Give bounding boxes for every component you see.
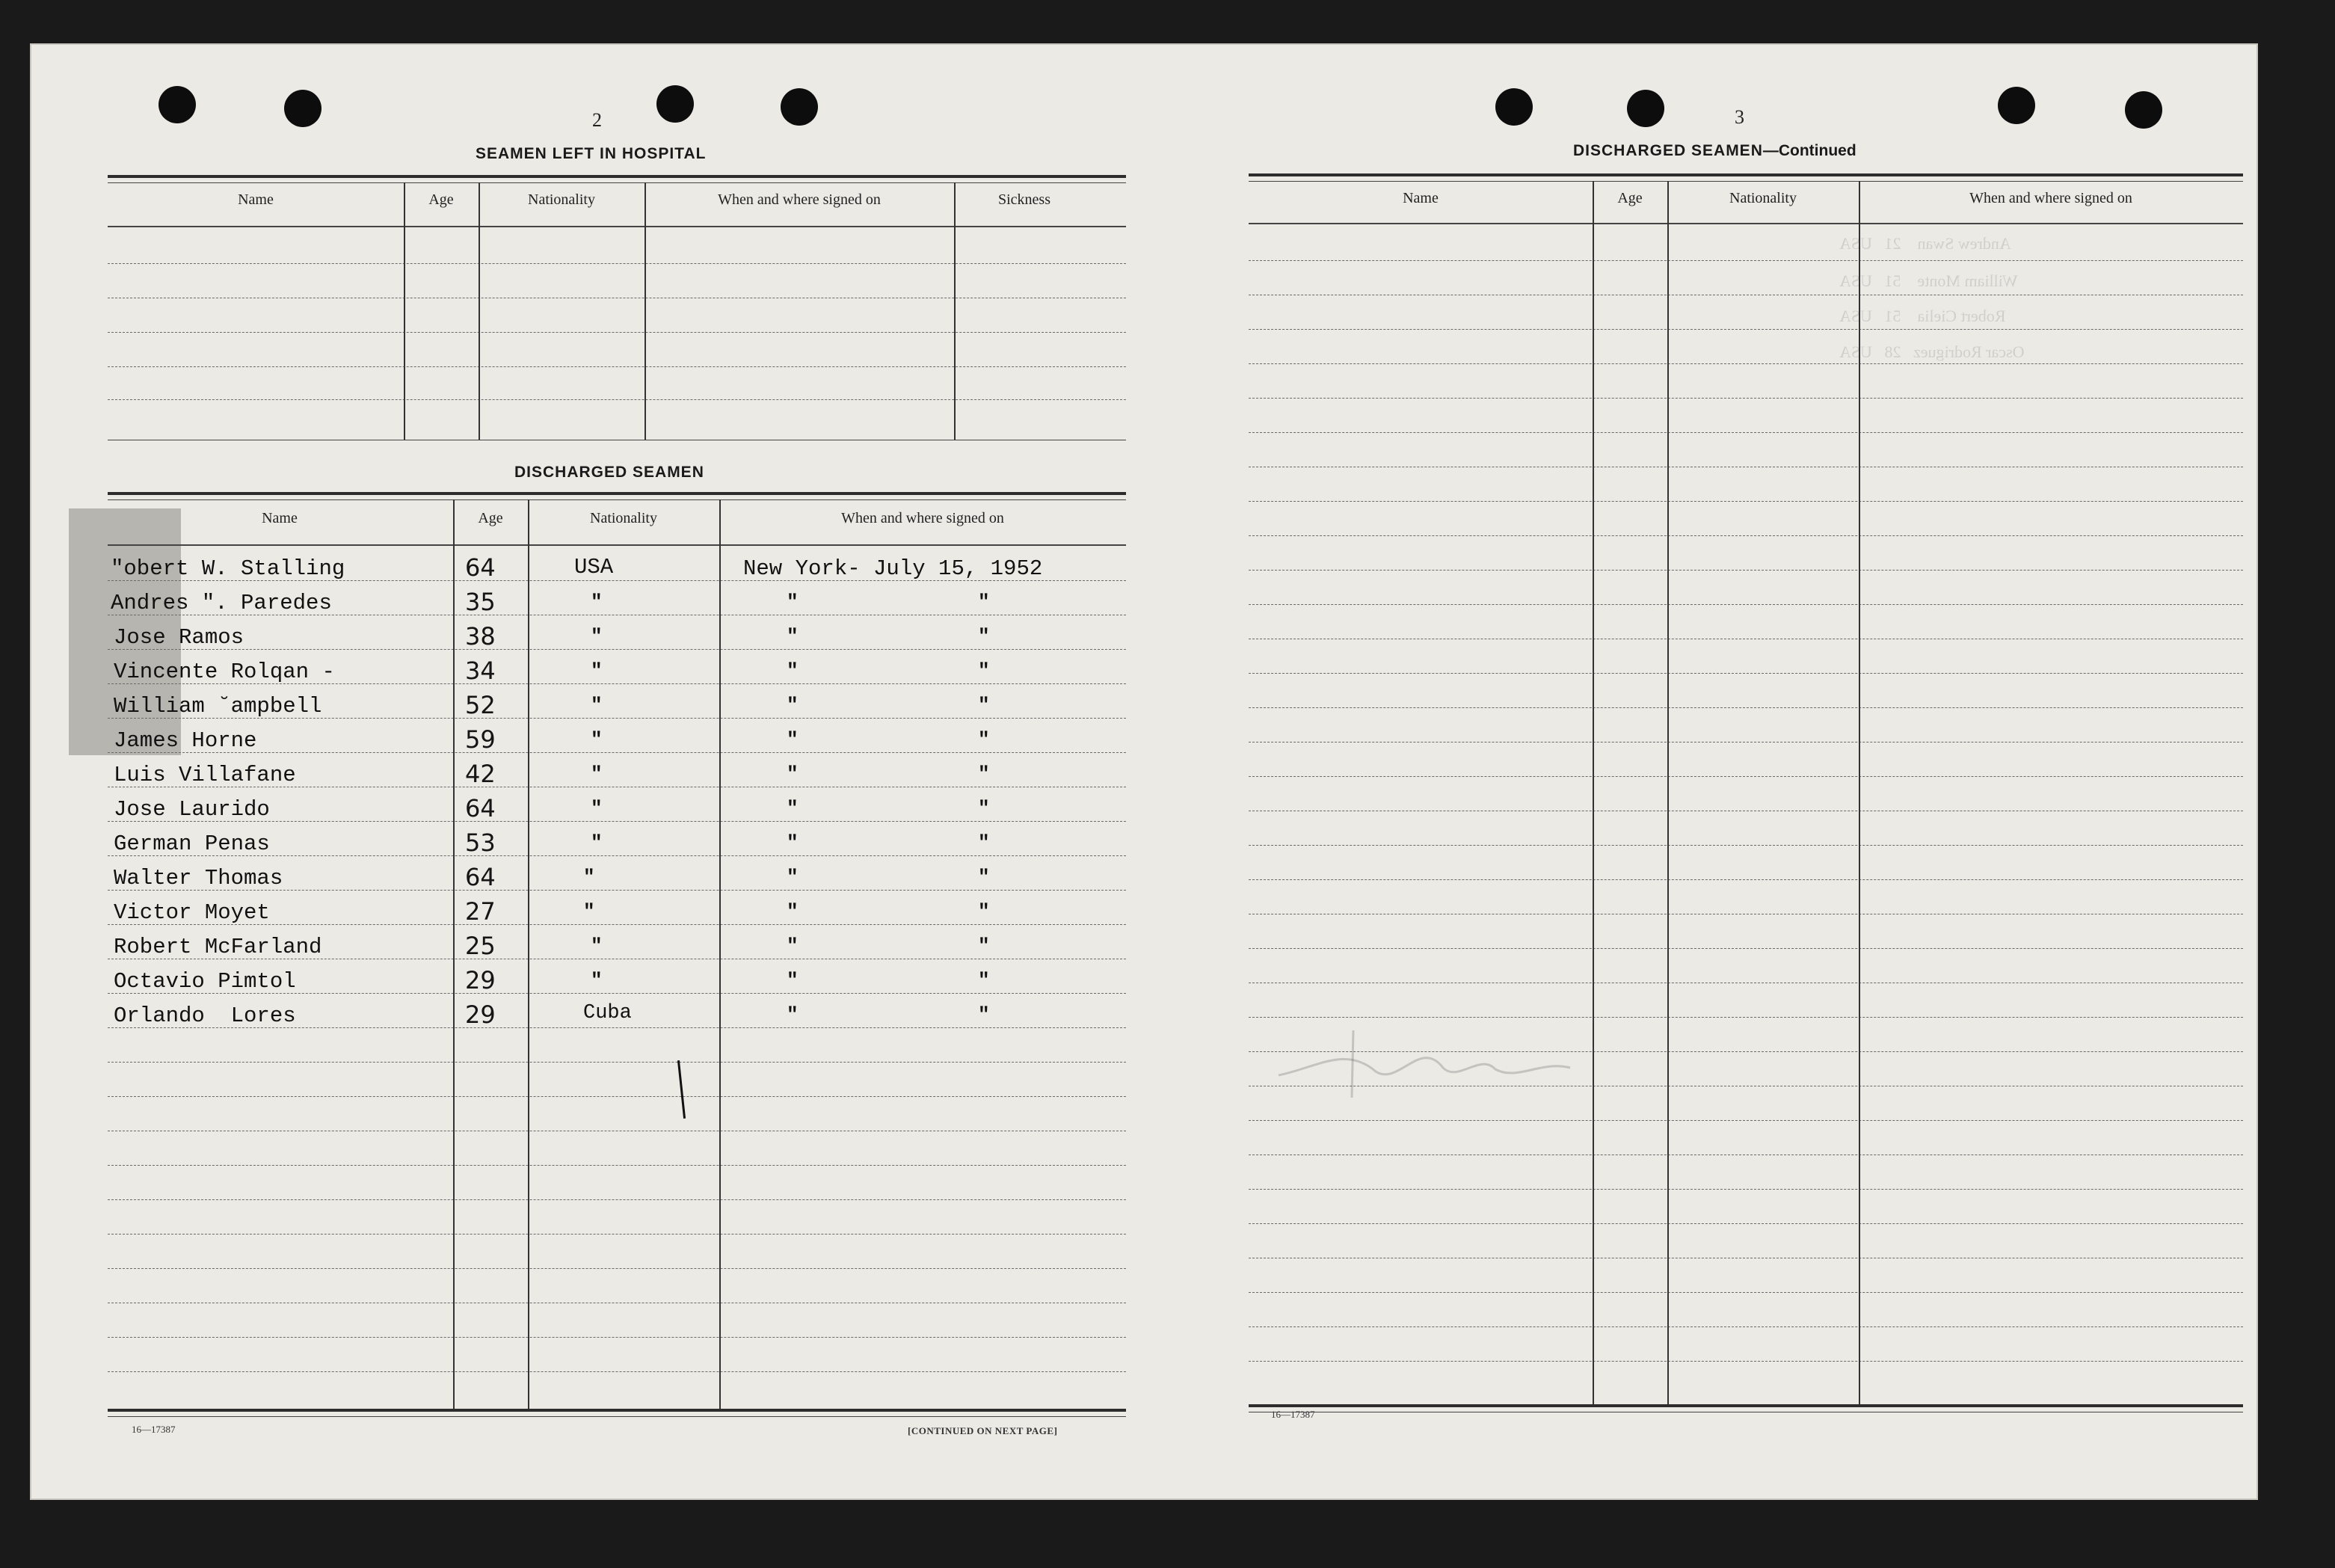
right-col-nationality: Nationality [1729, 190, 1797, 206]
row-11-nationality: " [591, 935, 603, 957]
row-3-name: Vincente Rolqan - [114, 660, 335, 684]
row-rule [1249, 604, 2243, 605]
col-divider [1593, 181, 1594, 1406]
row-rule [108, 1096, 1126, 1097]
hospital-col-signed-on: When and where signed on [718, 191, 881, 208]
rule [108, 1416, 1126, 1417]
row-12-age: 29 [465, 966, 496, 994]
row-12-nationality: " [591, 969, 603, 991]
form-number-right: 16—17387 [1271, 1409, 1315, 1420]
hospital-col-nationality: Nationality [528, 191, 595, 208]
row-13-age: 29 [465, 1000, 496, 1029]
row-9-signed-on-a: " [787, 866, 799, 888]
row-11-age: 25 [465, 932, 496, 960]
row-11-name: Robert McFarland [114, 935, 322, 959]
col-divider [453, 499, 455, 1412]
row-7-name: Jose Laurido [114, 797, 270, 822]
row-0-age: 64 [465, 553, 496, 582]
row-5-age: 59 [465, 725, 496, 754]
row-7-signed-on-a: " [787, 797, 799, 820]
row-rule [1249, 329, 2243, 330]
row-3-signed-on-a: " [787, 660, 799, 682]
row-6-name: Luis Villafane [114, 763, 296, 787]
bleed-through: Andrew Swan 21 USA [1839, 234, 2011, 253]
row-rule [1249, 845, 2243, 846]
row-rule [1249, 879, 2243, 880]
row-4-signed-on-b: " [978, 694, 990, 716]
row-9-nationality: " [583, 866, 595, 888]
row-rule [108, 1337, 1126, 1338]
rule [1249, 173, 2243, 176]
row-5-signed-on-a: " [787, 728, 799, 751]
row-9-name: Walter Thomas [114, 866, 283, 891]
right-col-signed-on: When and where signed on [1969, 190, 2132, 206]
col-divider [719, 499, 721, 1412]
punch-hole [656, 85, 694, 123]
col-divider [404, 182, 405, 440]
rule [1249, 181, 2243, 182]
col-divider [479, 182, 480, 440]
hospital-section-title: SEAMEN LEFT IN HOSPITAL [476, 145, 707, 162]
punch-hole [1998, 87, 2035, 124]
row-rule [1249, 707, 2243, 708]
form-number-left: 16—17387 [132, 1424, 176, 1435]
row-1-signed-on-b: " [978, 591, 990, 613]
row-2-signed-on-b: " [978, 625, 990, 648]
row-rule [108, 1234, 1126, 1235]
row-rule [1249, 1292, 2243, 1293]
col-divider [954, 182, 956, 440]
row-rule [1249, 1189, 2243, 1190]
row-6-signed-on-b: " [978, 763, 990, 785]
row-8-nationality: " [591, 831, 603, 854]
row-13-signed-on-a: " [787, 1003, 799, 1026]
discharged-section-title: DISCHARGED SEAMEN [514, 464, 704, 481]
row-rule [1249, 1223, 2243, 1224]
row-13-signed-on-b: " [978, 1003, 990, 1026]
row-rule [1249, 1326, 2243, 1327]
row-8-age: 53 [465, 828, 496, 857]
row-rule [1249, 501, 2243, 502]
right-section-title [1573, 142, 1856, 160]
row-rule [1249, 363, 2243, 364]
row-rule [1249, 673, 2243, 674]
row-2-age: 38 [465, 622, 496, 651]
row-5-nationality: " [591, 728, 603, 751]
row-4-name: William ˘ampbell [114, 694, 322, 719]
bleed-through: William Monte 51 USA [1839, 271, 2018, 290]
row-rule [1249, 570, 2243, 571]
punch-hole [284, 90, 322, 127]
row-rule [1249, 398, 2243, 399]
rule [108, 332, 1126, 333]
row-12-signed-on-b: " [978, 969, 990, 991]
row-rule [1249, 948, 2243, 949]
row-rule [108, 1268, 1126, 1269]
continued-note: [CONTINUED ON NEXT PAGE] [908, 1425, 1058, 1436]
col-divider [1859, 181, 1860, 1406]
row-rule [108, 1165, 1126, 1166]
row-7-signed-on-b: " [978, 797, 990, 820]
row-13-nationality: Cuba [583, 1002, 632, 1024]
row-10-age: 27 [465, 897, 496, 926]
row-8-signed-on-a: " [787, 831, 799, 854]
rule [1249, 223, 2243, 224]
punch-hole [159, 86, 196, 123]
row-7-age: 64 [465, 794, 496, 823]
row-0-name: "obert W. Stalling [111, 556, 345, 581]
right-title-suffix: —Continued [1762, 142, 1856, 159]
rule [108, 544, 1126, 546]
pen-tick-mark [677, 1060, 686, 1119]
right-col-name: Name [1403, 190, 1439, 206]
row-10-signed-on-b: " [978, 900, 990, 923]
row-1-signed-on-a: " [787, 591, 799, 613]
rule [108, 175, 1126, 178]
row-2-signed-on-a: " [787, 625, 799, 648]
row-1-nationality: " [591, 591, 603, 613]
row-rule [1249, 776, 2243, 777]
row-8-signed-on-b: " [978, 831, 990, 854]
rule [108, 492, 1126, 495]
punch-hole [1495, 88, 1533, 126]
col-divider [1667, 181, 1669, 1406]
row-7-nationality: " [591, 797, 603, 820]
row-rule [108, 1371, 1126, 1372]
row-0-nationality: USA [574, 555, 614, 579]
row-rule [108, 1199, 1126, 1200]
row-3-nationality: " [591, 660, 603, 682]
discharged-col-age: Age [478, 510, 503, 526]
row-6-signed-on-a: " [787, 763, 799, 785]
hospital-col-age: Age [428, 191, 454, 208]
row-10-nationality: " [583, 900, 595, 923]
row-6-nationality: " [591, 763, 603, 785]
discharged-col-name: Name [262, 510, 298, 526]
page-number-right: 3 [1735, 106, 1744, 128]
row-rule [108, 752, 1126, 753]
rule [108, 182, 1126, 183]
page-number-left: 2 [592, 109, 602, 131]
row-rule [1249, 742, 2243, 743]
bleed-through: Oscar Rodriguez 28 USA [1839, 342, 2025, 361]
row-0-signed-on: New York- July 15, 1952 [743, 556, 1043, 581]
row-rule [1249, 432, 2243, 433]
document-sheet [30, 43, 2258, 1500]
row-1-age: 35 [465, 588, 496, 616]
row-4-age: 52 [465, 691, 496, 719]
row-12-name: Octavio Pimtol [114, 969, 296, 994]
hospital-col-sickness: Sickness [998, 191, 1050, 208]
row-2-name: Jose Ramos [114, 625, 244, 650]
rule [108, 499, 1126, 500]
rule [108, 399, 1126, 400]
row-1-name: Andres ". Paredes [111, 591, 332, 615]
row-rule [1249, 535, 2243, 536]
col-divider [644, 182, 646, 440]
row-10-signed-on-a: " [787, 900, 799, 923]
row-6-age: 42 [465, 760, 496, 788]
row-rule [1249, 1120, 2243, 1121]
discharged-col-signed-on: When and where signed on [841, 510, 1004, 526]
row-5-name: James Horne [114, 728, 257, 753]
bleed-through: Robert Cielia 51 USA [1839, 307, 2006, 325]
row-9-age: 64 [465, 863, 496, 891]
row-3-signed-on-b: " [978, 660, 990, 682]
row-8-name: German Penas [114, 831, 270, 856]
row-12-signed-on-a: " [787, 969, 799, 991]
discharged-col-nationality: Nationality [590, 510, 657, 526]
row-10-name: Victor Moyet [114, 900, 270, 925]
hospital-col-name: Name [238, 191, 274, 208]
row-2-nationality: " [591, 625, 603, 648]
bleed-through-signature [1271, 1015, 1585, 1105]
punch-hole [781, 88, 818, 126]
row-4-signed-on-a: " [787, 694, 799, 716]
rule [108, 263, 1126, 264]
right-col-age: Age [1617, 190, 1643, 206]
row-3-age: 34 [465, 657, 496, 685]
row-rule [108, 1062, 1126, 1063]
right-title-main: DISCHARGED SEAMEN [1573, 142, 1763, 159]
row-11-signed-on-b: " [978, 935, 990, 957]
punch-hole [1627, 90, 1664, 127]
row-5-signed-on-b: " [978, 728, 990, 751]
rule [1249, 1404, 2243, 1407]
row-4-nationality: " [591, 694, 603, 716]
rule [108, 226, 1126, 227]
row-13-name: Orlando Lores [114, 1003, 296, 1028]
row-9-signed-on-b: " [978, 866, 990, 888]
row-11-signed-on-a: " [787, 935, 799, 957]
row-rule [108, 649, 1126, 650]
col-divider [528, 499, 529, 1412]
row-rule [1249, 1361, 2243, 1362]
rule [108, 366, 1126, 367]
rule [108, 1409, 1126, 1412]
punch-hole [2125, 91, 2162, 129]
row-rule [1249, 260, 2243, 261]
